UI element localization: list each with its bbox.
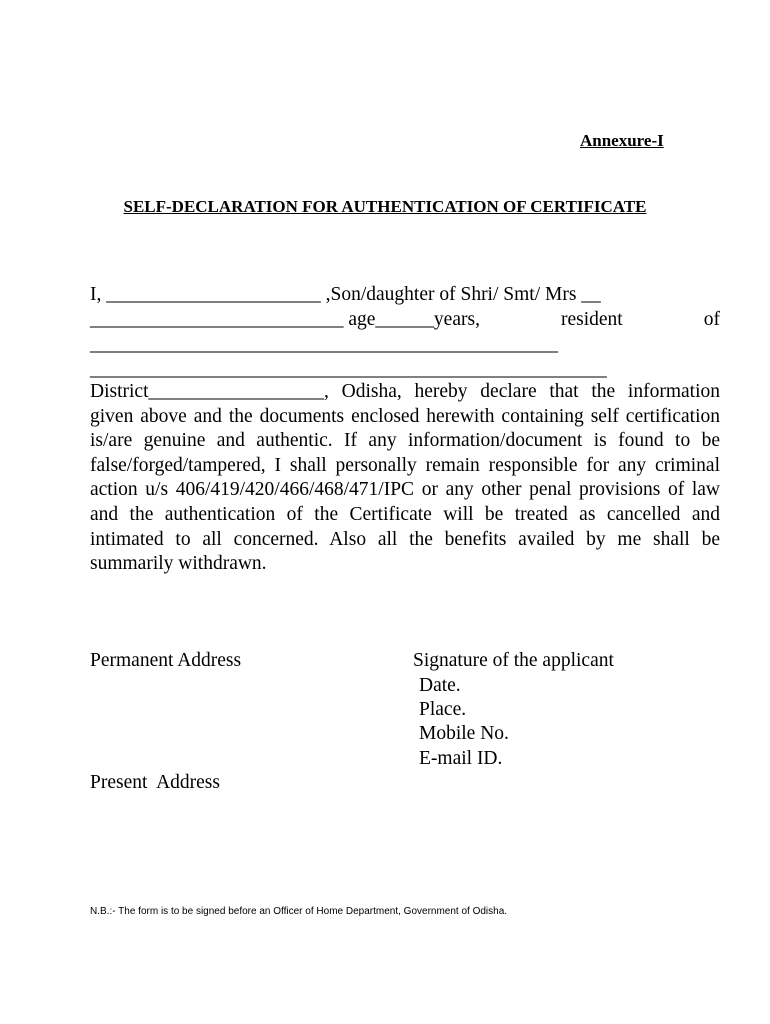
declaration-line-2-of: of: [703, 309, 720, 330]
declaration-line-2: [90, 308, 720, 333]
permanent-address-label: Permanent Address: [90, 650, 242, 671]
date-label: Date.: [419, 675, 461, 696]
email-label: E-mail ID.: [419, 748, 503, 769]
declaration-line-1: I, ______________________ ,Son/daughter of Shri/ Smt/ Mrs __: [90, 284, 601, 305]
signature-label: Signature of the applicant: [413, 650, 614, 671]
declaration-paragraph: District__________________, Odisha, hereby declare that the information given above and the documents enclosed herewith containing self certification is/are genuine and authentic. If any information/document is found to be false/forged/tampered, I shall personally remain responsible for any criminal action u/s 406/419/420/466/468/471/IPC or any other penal provisions of law and the authentication of the Certificate will be treated as cancelled and intimated to all concerned. Also all the benefits availed by me shall be summarily withdrawn.: [90, 381, 720, 575]
annexure-label: Annexure-I: [580, 131, 664, 150]
footer-note: N.B.:- The form is to be signed before an Officer of Home Department, Government of Odisha.: [90, 906, 508, 917]
declaration-line-4: _____________________________________________________: [90, 359, 607, 380]
place-label: Place.: [419, 699, 467, 720]
declaration-line-2-resident: resident: [560, 309, 623, 330]
declaration-line-2-age: __________________________ age______years,: [90, 309, 480, 330]
mobile-label: Mobile No.: [419, 723, 509, 744]
declaration-line-3: ________________________________________________: [90, 334, 558, 355]
present-address-label: Present Address: [90, 772, 220, 793]
document-title: SELF-DECLARATION FOR AUTHENTICATION OF CERTIFICATE: [123, 197, 647, 216]
